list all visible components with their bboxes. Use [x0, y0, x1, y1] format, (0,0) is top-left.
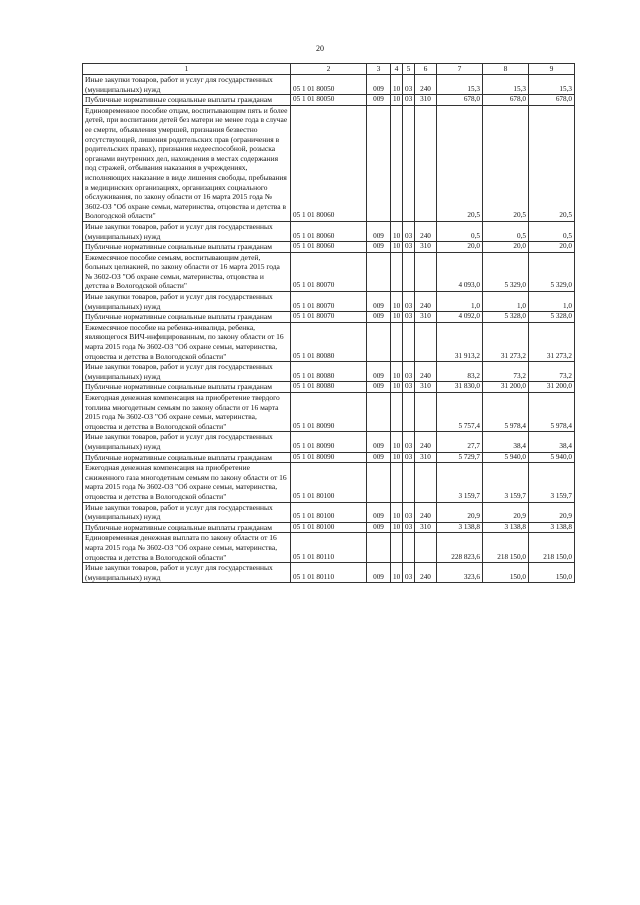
target-article-code: 05 1 01 80100	[291, 522, 367, 533]
subsection-code: 03	[403, 221, 415, 241]
department-code: 009	[367, 452, 391, 463]
subsection-code: 03	[403, 432, 415, 452]
amount-col-8: 5 329,0	[483, 252, 529, 291]
expense-type-code	[415, 252, 437, 291]
amount-col-8: 5 328,0	[483, 312, 529, 323]
expense-type-code: 240	[415, 362, 437, 382]
row-name: Иные закупки товаров, работ и услуг для государственных (муниципальных) нужд	[83, 563, 291, 583]
target-article-code: 05 1 01 80110	[291, 533, 367, 563]
subsection-code: 03	[403, 312, 415, 323]
expense-type-code: 310	[415, 452, 437, 463]
department-code: 009	[367, 382, 391, 393]
row-name: Публичные нормативные социальные выплаты гражданам	[83, 95, 291, 106]
subsection-code	[403, 252, 415, 291]
column-header-4: 4	[391, 64, 403, 75]
department-code	[367, 322, 391, 361]
row-name: Иные закупки товаров, работ и услуг для государственных (муниципальных) нужд	[83, 362, 291, 382]
amount-col-8: 3 138,8	[483, 522, 529, 533]
department-code: 009	[367, 292, 391, 312]
column-header-1: 1	[83, 64, 291, 75]
department-code: 009	[367, 95, 391, 106]
amount-col-9: 31 200,0	[529, 382, 575, 393]
row-name: Иные закупки товаров, работ и услуг для государственных (муниципальных) нужд	[83, 292, 291, 312]
section-code: 10	[391, 382, 403, 393]
section-code	[391, 533, 403, 563]
amount-col-9: 678,0	[529, 95, 575, 106]
amount-col-9: 5 329,0	[529, 252, 575, 291]
table-row	[83, 463, 575, 502]
subsection-code	[403, 105, 415, 221]
amount-col-9: 218 150,0	[529, 533, 575, 563]
amount-col-7: 31 830,0	[437, 382, 483, 393]
table-row	[83, 522, 575, 533]
expense-type-code: 310	[415, 242, 437, 253]
target-article-code: 05 1 01 80100	[291, 502, 367, 522]
section-code	[391, 252, 403, 291]
table-row	[83, 502, 575, 522]
column-header-8: 8	[483, 64, 529, 75]
section-code: 10	[391, 221, 403, 241]
amount-col-7: 678,0	[437, 95, 483, 106]
section-code	[391, 393, 403, 432]
table-row	[83, 252, 575, 291]
amount-col-9: 150,0	[529, 563, 575, 583]
amount-col-9: 20,0	[529, 242, 575, 253]
amount-col-7: 4 093,0	[437, 252, 483, 291]
target-article-code: 05 1 01 80060	[291, 242, 367, 253]
target-article-code: 05 1 01 80060	[291, 105, 367, 221]
amount-col-9: 1,0	[529, 292, 575, 312]
subsection-code: 03	[403, 75, 415, 95]
table-row	[83, 432, 575, 452]
amount-col-8: 0,5	[483, 221, 529, 241]
target-article-code: 05 1 01 80090	[291, 452, 367, 463]
row-name: Публичные нормативные социальные выплаты гражданам	[83, 522, 291, 533]
table-row	[83, 105, 575, 221]
amount-col-9: 5 328,0	[529, 312, 575, 323]
amount-col-7: 0,5	[437, 221, 483, 241]
subsection-code: 03	[403, 452, 415, 463]
row-name: Публичные нормативные социальные выплаты гражданам	[83, 242, 291, 253]
table-row	[83, 221, 575, 241]
row-name: Иные закупки товаров, работ и услуг для государственных (муниципальных) нужд	[83, 432, 291, 452]
page-number: 20	[316, 44, 324, 53]
target-article-code: 05 1 01 80080	[291, 362, 367, 382]
department-code: 009	[367, 502, 391, 522]
table-row	[83, 292, 575, 312]
subsection-code	[403, 393, 415, 432]
amount-col-7: 83,2	[437, 362, 483, 382]
section-code: 10	[391, 563, 403, 583]
column-header-6: 6	[415, 64, 437, 75]
amount-col-9: 5 940,0	[529, 452, 575, 463]
amount-col-8: 73,2	[483, 362, 529, 382]
amount-col-8: 38,4	[483, 432, 529, 452]
amount-col-7: 1,0	[437, 292, 483, 312]
amount-col-8: 218 150,0	[483, 533, 529, 563]
amount-col-8: 15,3	[483, 75, 529, 95]
section-code	[391, 105, 403, 221]
amount-col-9: 20,9	[529, 502, 575, 522]
table-row	[83, 312, 575, 323]
row-name: Публичные нормативные социальные выплаты гражданам	[83, 452, 291, 463]
amount-col-9: 3 138,8	[529, 522, 575, 533]
row-name: Ежегодная денежная компенсация на приобретение твердого топлива многодетным семьям по закону области от 16 марта 2015 года № 3602-ОЗ "Об охране семьи, материнства, отцовства и детства в Вологодской области"	[83, 393, 291, 432]
expense-type-code: 240	[415, 75, 437, 95]
table-row	[83, 382, 575, 393]
target-article-code: 05 1 01 80090	[291, 393, 367, 432]
row-name: Иные закупки товаров, работ и услуг для государственных (муниципальных) нужд	[83, 502, 291, 522]
department-code	[367, 463, 391, 502]
section-code: 10	[391, 502, 403, 522]
section-code: 10	[391, 362, 403, 382]
section-code	[391, 322, 403, 361]
expense-type-code: 310	[415, 95, 437, 106]
expense-type-code: 310	[415, 522, 437, 533]
expense-type-code	[415, 322, 437, 361]
subsection-code: 03	[403, 95, 415, 106]
amount-col-8: 5 940,0	[483, 452, 529, 463]
amount-col-8: 31 273,2	[483, 322, 529, 361]
section-code: 10	[391, 75, 403, 95]
column-header-7: 7	[437, 64, 483, 75]
amount-col-9: 5 978,4	[529, 393, 575, 432]
amount-col-9: 3 159,7	[529, 463, 575, 502]
subsection-code: 03	[403, 292, 415, 312]
amount-col-7: 31 913,2	[437, 322, 483, 361]
amount-col-8: 5 978,4	[483, 393, 529, 432]
column-header-9: 9	[529, 64, 575, 75]
amount-col-7: 27,7	[437, 432, 483, 452]
department-code	[367, 393, 391, 432]
department-code: 009	[367, 522, 391, 533]
amount-col-7: 323,6	[437, 563, 483, 583]
department-code: 009	[367, 362, 391, 382]
department-code: 009	[367, 242, 391, 253]
table-header-row	[83, 64, 575, 75]
amount-col-9: 20,5	[529, 105, 575, 221]
column-header-2: 2	[291, 64, 367, 75]
section-code: 10	[391, 312, 403, 323]
expense-type-code: 240	[415, 221, 437, 241]
budget-table	[82, 63, 575, 583]
target-article-code: 05 1 01 80080	[291, 382, 367, 393]
amount-col-7: 5 729,7	[437, 452, 483, 463]
amount-col-9: 15,3	[529, 75, 575, 95]
expense-type-code: 240	[415, 292, 437, 312]
subsection-code: 03	[403, 563, 415, 583]
section-code: 10	[391, 432, 403, 452]
amount-col-9: 31 273,2	[529, 322, 575, 361]
target-article-code: 05 1 01 80050	[291, 75, 367, 95]
expense-type-code	[415, 105, 437, 221]
department-code: 009	[367, 75, 391, 95]
target-article-code: 05 1 01 80050	[291, 95, 367, 106]
subsection-code: 03	[403, 362, 415, 382]
expense-type-code: 310	[415, 382, 437, 393]
department-code	[367, 252, 391, 291]
department-code	[367, 533, 391, 563]
amount-col-7: 3 138,8	[437, 522, 483, 533]
amount-col-7: 3 159,7	[437, 463, 483, 502]
target-article-code: 05 1 01 80070	[291, 252, 367, 291]
table-row	[83, 242, 575, 253]
section-code: 10	[391, 292, 403, 312]
table-body	[83, 75, 575, 583]
amount-col-7: 20,0	[437, 242, 483, 253]
expense-type-code	[415, 393, 437, 432]
target-article-code: 05 1 01 80110	[291, 563, 367, 583]
department-code: 009	[367, 563, 391, 583]
amount-col-9: 0,5	[529, 221, 575, 241]
amount-col-8: 1,0	[483, 292, 529, 312]
subsection-code	[403, 322, 415, 361]
amount-col-8: 20,9	[483, 502, 529, 522]
row-name: Ежегодная денежная компенсация на приобретение сжиженного газа многодетным семьям по закону области от 16 марта 2015 года № 3602-ОЗ "Об охране семьи, материнства, отцовства и детства в Вологодской области"	[83, 463, 291, 502]
expense-type-code: 240	[415, 502, 437, 522]
table-row	[83, 452, 575, 463]
section-code: 10	[391, 242, 403, 253]
section-code: 10	[391, 522, 403, 533]
table-row	[83, 563, 575, 583]
expense-type-code	[415, 463, 437, 502]
table-row	[83, 95, 575, 106]
subsection-code: 03	[403, 382, 415, 393]
column-header-5: 5	[403, 64, 415, 75]
amount-col-7: 20,5	[437, 105, 483, 221]
amount-col-8: 31 200,0	[483, 382, 529, 393]
amount-col-7: 228 823,6	[437, 533, 483, 563]
row-name: Ежемесячное пособие на ребенка-инвалида, ребенка, являющегося ВИЧ-инфицированным, по закону области от 16 марта 2015 года № 3602-ОЗ "Об охране семьи, материнства, отцовства и детства в Вологодской области"	[83, 322, 291, 361]
row-name: Публичные нормативные социальные выплаты гражданам	[83, 382, 291, 393]
row-name: Публичные нормативные социальные выплаты гражданам	[83, 312, 291, 323]
amount-col-8: 20,0	[483, 242, 529, 253]
target-article-code: 05 1 01 80090	[291, 432, 367, 452]
target-article-code: 05 1 01 80070	[291, 312, 367, 323]
amount-col-9: 38,4	[529, 432, 575, 452]
row-name: Иные закупки товаров, работ и услуг для государственных (муниципальных) нужд	[83, 75, 291, 95]
department-code: 009	[367, 312, 391, 323]
expense-type-code: 240	[415, 432, 437, 452]
row-name: Ежемесячное пособие семьям, воспитывающим детей, больных целиакией, по закону области от 16 марта 2015 года № 3602-ОЗ "Об охране семьи, материнства, отцовства и детства в Вологодской области"	[83, 252, 291, 291]
table-row	[83, 75, 575, 95]
subsection-code	[403, 533, 415, 563]
target-article-code: 05 1 01 80080	[291, 322, 367, 361]
amount-col-8: 20,5	[483, 105, 529, 221]
amount-col-7: 4 092,0	[437, 312, 483, 323]
section-code	[391, 463, 403, 502]
table-row	[83, 322, 575, 361]
subsection-code: 03	[403, 522, 415, 533]
expense-type-code: 240	[415, 563, 437, 583]
target-article-code: 05 1 01 80100	[291, 463, 367, 502]
column-header-3: 3	[367, 64, 391, 75]
row-name: Единовременная денежная выплата по закону области от 16 марта 2015 года № 3602-ОЗ "Об охране семьи, материнства, отцовства и детства в Вологодской области"	[83, 533, 291, 563]
row-name: Иные закупки товаров, работ и услуг для государственных (муниципальных) нужд	[83, 221, 291, 241]
section-code: 10	[391, 95, 403, 106]
table-row	[83, 362, 575, 382]
subsection-code: 03	[403, 502, 415, 522]
amount-col-8: 3 159,7	[483, 463, 529, 502]
department-code	[367, 105, 391, 221]
expense-type-code: 310	[415, 312, 437, 323]
target-article-code: 05 1 01 80070	[291, 292, 367, 312]
amount-col-7: 20,9	[437, 502, 483, 522]
expense-type-code	[415, 533, 437, 563]
row-name: Единовременное пособие отцам, воспитывающим пять и более детей, при воспитании детей без матери не менее года в случае ее смерти, объявления умершей, признания безвестно отсутствующей, лишения родительских прав (ограничения в родительских правах), признания недееспособной, розыска органами внутренних дел, нахождения в местах содержания под стражей, отбывания наказания в учреждениях, исполняющих наказание в виде лишения свободы, пребывания в медицинских организациях, организациях социального обслуживания, по закону области от 16 марта 2015 года № 3602-ОЗ "Об охране семьи, материнства, отцовства и детства в Вологодской области"	[83, 105, 291, 221]
table-row	[83, 393, 575, 432]
subsection-code: 03	[403, 242, 415, 253]
department-code: 009	[367, 221, 391, 241]
amount-col-8: 150,0	[483, 563, 529, 583]
subsection-code	[403, 463, 415, 502]
amount-col-9: 73,2	[529, 362, 575, 382]
amount-col-7: 15,3	[437, 75, 483, 95]
amount-col-8: 678,0	[483, 95, 529, 106]
section-code: 10	[391, 452, 403, 463]
department-code: 009	[367, 432, 391, 452]
target-article-code: 05 1 01 80060	[291, 221, 367, 241]
table-row	[83, 533, 575, 563]
amount-col-7: 5 757,4	[437, 393, 483, 432]
